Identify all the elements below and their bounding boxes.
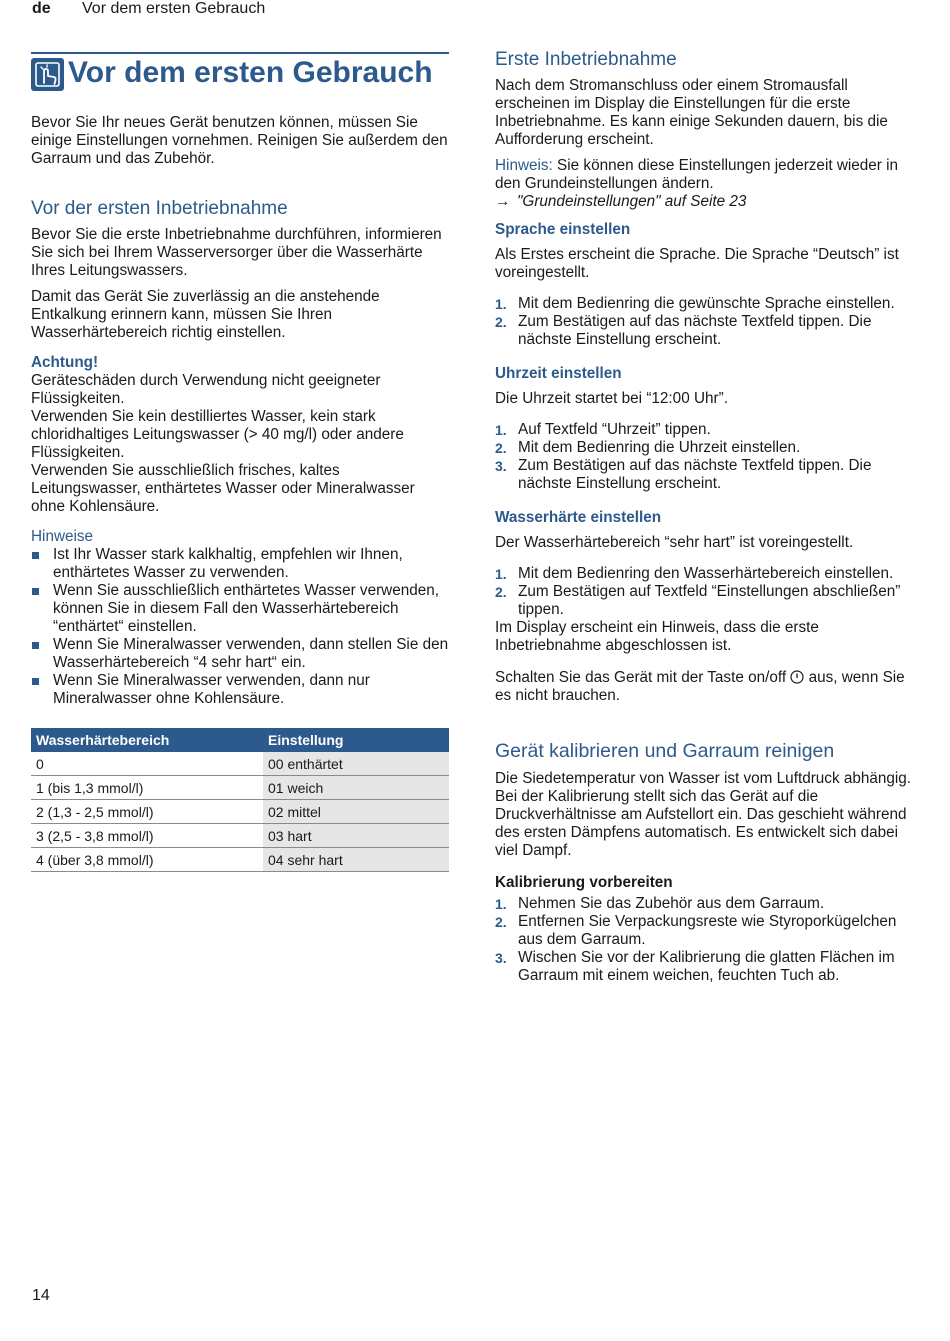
column-header: Wasserhärtebereich [31,728,263,752]
hand-touch-icon [31,58,64,91]
table-row [31,752,449,776]
table-cell: 01 weich [263,776,449,800]
steps-sprache [495,295,915,349]
left-column [31,48,449,872]
column-header: Einstellung [263,728,449,752]
page-number: 14 [32,1287,50,1304]
steps-uhrzeit [495,421,915,493]
steps-wasserhaerte [495,565,915,619]
intro-paragraph: Bevor Sie Ihr neues Gerät benutzen können, müssen Sie einige Einstellungen vornehmen. Reinigen Sie außerdem den Garraum und das Zubehör. [31,114,448,167]
square-bullet-icon [32,552,39,559]
subheading-wasserhaerte: Wasserhärte einstellen [495,509,662,526]
table-cell: 03 hart [263,824,449,848]
notes-list [31,546,449,708]
notes-heading: Hinweise [31,528,94,545]
section-heading-kalibrieren: Gerät kalibrieren und Garraum reinigen [495,740,835,762]
step-number: 2. [495,440,507,456]
list-item: 2. Zum Bestätigen auf das nächste Textfeld tippen. Die nächste Einstellung erscheint. [495,313,872,348]
list-item: 1. Mit dem Bedienring den Wasserhärtebereich einstellen. [495,565,894,582]
cross-reference-link[interactable] [495,193,915,211]
list-item: 3. Wischen Sie vor der Kalibrierung die glatten Flächen im Garraum mit einem weichen, feuchten Tuch ab. [495,949,895,984]
table-row [31,800,449,824]
step-number: 3. [495,458,507,474]
page-title: Vor dem ersten Gebrauch [68,56,433,89]
square-bullet-icon [32,642,39,649]
table-cell: 4 (über 3,8 mmol/l) [31,848,263,872]
warning-heading: Achtung! [31,354,99,371]
step-number: 1. [495,422,507,438]
warning-line: Geräteschäden durch Verwendung nicht geeigneter Flüssigkeiten. [31,372,381,407]
square-bullet-icon [32,678,39,685]
running-title: Vor dem ersten Gebrauch [82,0,266,17]
list-item: 1. Mit dem Bedienring die gewünschte Sprache einstellen. [495,295,895,312]
subheading-sprache: Sprache einstellen [495,221,631,238]
list-item: 1. Auf Textfeld “Uhrzeit” tippen. [495,421,711,438]
water-hardness-table [31,728,449,872]
paragraph-sprache: Als Erstes erscheint die Sprache. Die Sprache “Deutsch” ist voreingestellt. [495,246,899,281]
paragraph-result: Im Display erscheint ein Hinweis, dass die erste Inbetriebnahme abgeschlossen ist. [495,619,819,654]
list-item: Wenn Sie Mineralwasser verwenden, dann nur Mineralwasser ohne Kohlensäure. [31,672,449,708]
list-item: Wenn Sie Mineralwasser verwenden, dann stellen Sie den Wasserhärtebereich “4 sehr hart“ ein. [31,636,449,672]
hint-label: Hinweis: [495,157,553,174]
section-heading-erste-inbetriebnahme: Erste Inbetriebnahme [495,49,677,70]
language-code: de [32,0,51,17]
square-bullet-icon [32,588,39,595]
table-row [31,824,449,848]
main-heading [31,52,449,96]
list-item: 1. Nehmen Sie das Zubehör aus dem Garraum. [495,895,825,912]
table-cell: 04 sehr hart [263,848,449,872]
right-column [495,48,915,985]
paragraph-schalten: Schalten Sie das Gerät mit der Taste on/off aus, wenn Sie es nicht brauchen. [495,669,905,704]
paragraph-uhrzeit: Die Uhrzeit startet bei “12:00 Uhr”. [495,390,728,407]
page-header [32,0,266,18]
warning-line: Verwenden Sie ausschließlich frisches, kaltes Leitungswasser, enthärtetes Wasser oder Mineralwasser ohne Kohlensäure. [31,462,415,515]
arrow-right-icon: → [495,193,511,210]
table-header-row [31,728,449,752]
step-number: 3. [495,950,507,966]
list-item: 2. Zum Bestätigen auf Textfeld “Einstellungen abschließen” tippen. [495,583,901,618]
paragraph-wasserhaerte: Der Wasserhärtebereich “sehr hart” ist voreingestellt. [495,534,854,551]
list-item: 2. Entfernen Sie Verpackungsreste wie Styroporkügelchen aus dem Garraum. [495,913,897,948]
hint-text: Sie können diese Einstellungen jederzeit wieder in den Grundeinstellungen ändern. [495,157,899,192]
table-cell: 0 [31,752,263,776]
warning-line: Verwenden Sie kein destilliertes Wasser, kein stark chloridhaltiges Leitungswasser (> 40 mg/l) oder andere Flüssigkeiten. [31,408,404,461]
table-cell: 00 enthärtet [263,752,449,776]
table-cell: 3 (2,5 - 3,8 mmol/l) [31,824,263,848]
section-heading-inbetriebnahme: Vor der ersten Inbetriebnahme [31,198,288,219]
paragraph-wasserversorger: Bevor Sie die erste Inbetriebnahme durchführen, informieren Sie sich bei Ihrem Wasserversorger über die Wasserhärte Ihres Leitungswassers. [31,226,442,279]
step-number: 2. [495,314,507,330]
list-item: Wenn Sie ausschließlich enthärtetes Wasser verwenden, können Sie in diesem Fall den Wasserhärtebereich “enthärtet“ einstellen. [31,582,449,636]
table-row [31,776,449,800]
paragraph-stromanschluss: Nach dem Stromanschluss oder einem Stromausfall erscheinen im Display die Einstellungen für die erste Inbetriebnahme. Es kann einige Sekunden dauern, bis die Aufforderung erscheint. [495,77,888,148]
table-cell: 1 (bis 1,3 mmol/l) [31,776,263,800]
paragraph-kalibrieren: Die Siedetemperatur von Wasser ist vom Luftdruck abhängig. Bei der Kalibrierung stellt sich das Gerät auf die Druckverhältnisse am Aufstellort ein. Das geschieht während des ersten Dämpfens automatisch. Es entwickelt sich dabei viel Dampf. [495,770,912,859]
table-row [31,848,449,872]
step-number: 1. [495,296,507,312]
link-text[interactable]: "Grundeinstellungen" auf Seite 23 [517,193,747,210]
list-item: 2. Mit dem Bedienring die Uhrzeit einstellen. [495,439,801,456]
hint-paragraph [495,157,915,193]
table-cell: 02 mittel [263,800,449,824]
paragraph-entkalkung: Damit das Gerät Sie zuverlässig an die anstehende Entkalkung erinnern kann, müssen Sie Ihren Wasserhärtebereich richtig einstellen. [31,288,380,341]
step-number: 1. [495,896,507,912]
subheading-uhrzeit: Uhrzeit einstellen [495,365,622,382]
step-number: 2. [495,914,507,930]
list-item: 3. Zum Bestätigen auf das nächste Textfeld tippen. Die nächste Einstellung erscheint. [495,457,872,492]
subheading-kalibrierung-vorbereiten: Kalibrierung vorbereiten [495,874,673,891]
list-item: Ist Ihr Wasser stark kalkhaltig, empfehlen wir Ihnen, enthärtetes Wasser zu verwenden. [31,546,449,582]
power-icon [790,670,804,684]
step-number: 2. [495,584,507,600]
steps-kalibrierung [495,895,915,985]
table-cell: 2 (1,3 - 2,5 mmol/l) [31,800,263,824]
step-number: 1. [495,566,507,582]
